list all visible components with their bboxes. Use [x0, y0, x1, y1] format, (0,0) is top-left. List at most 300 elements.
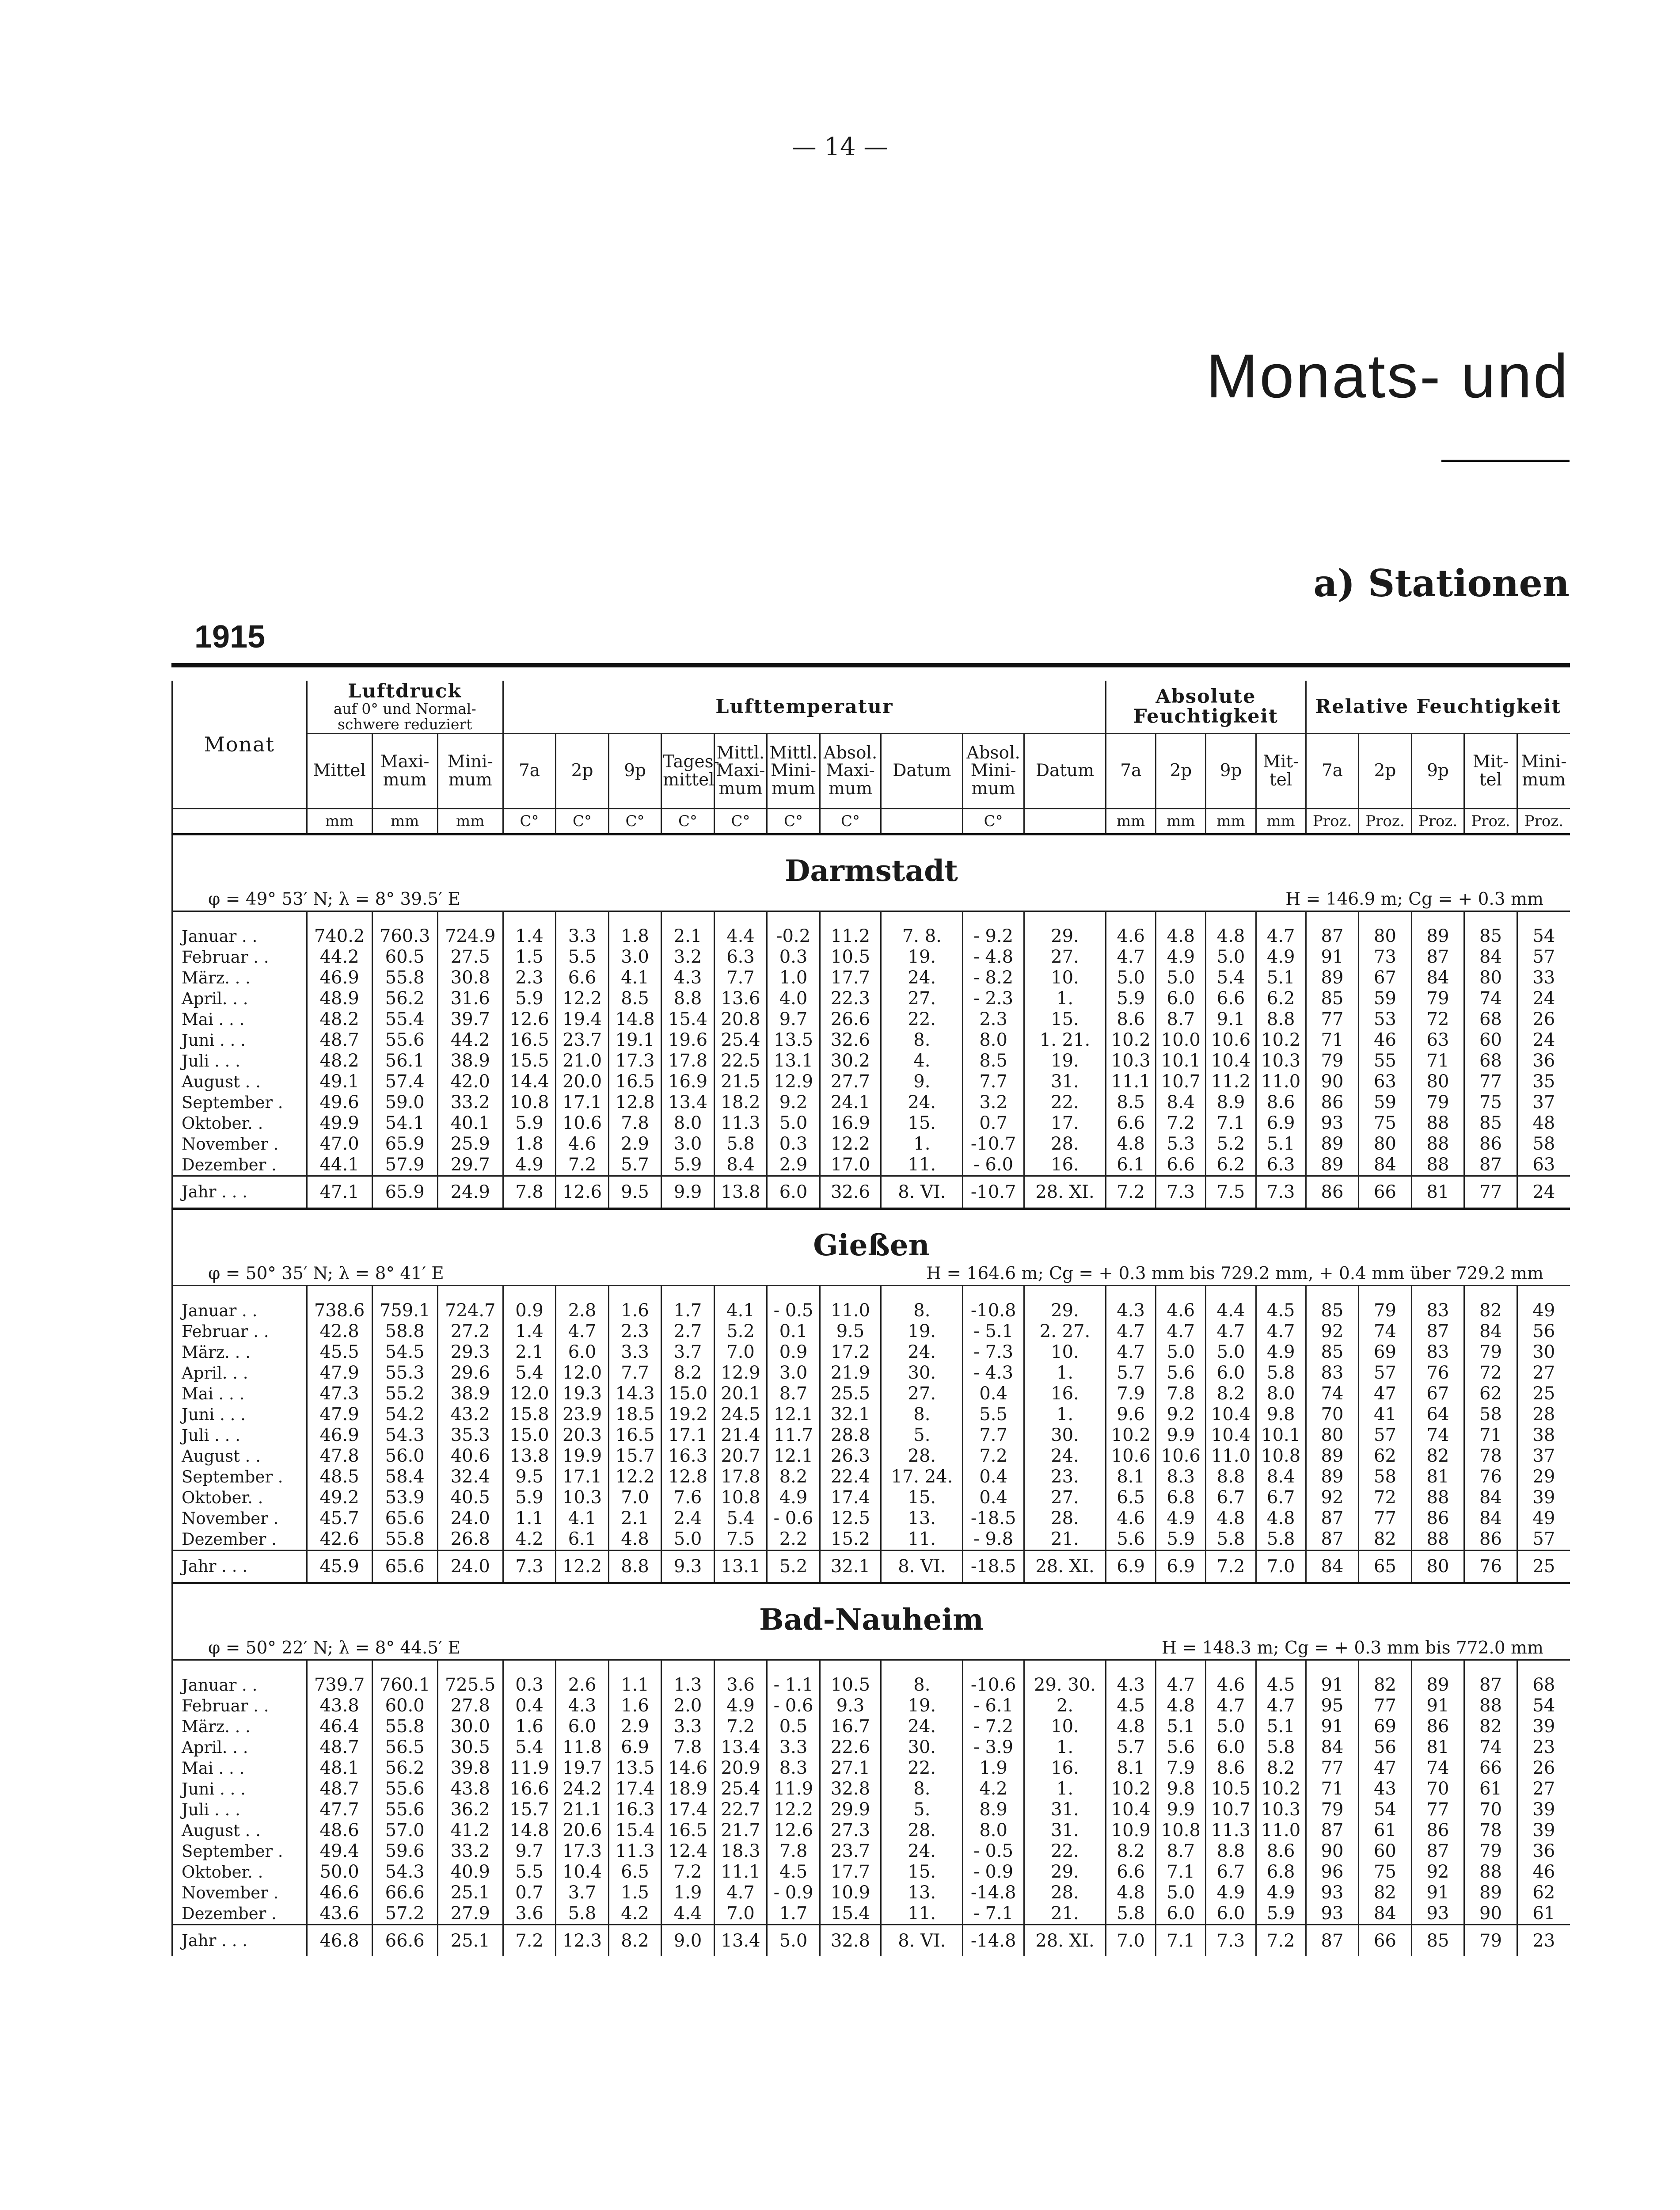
data-cell: 60.5	[372, 947, 437, 968]
year-data-cell: 86	[1306, 1176, 1359, 1209]
data-cell: 10.9	[1106, 1820, 1156, 1841]
data-cell: 5.9	[661, 1155, 715, 1176]
data-cell: 9.2	[767, 1092, 820, 1113]
data-cell: 18.3	[714, 1841, 767, 1862]
data-cell: 32.6	[820, 1030, 881, 1051]
data-cell: 13.4	[661, 1092, 715, 1113]
data-cell: 16.5	[608, 1071, 661, 1092]
data-cell: - 4.8	[963, 947, 1024, 968]
data-cell: 38.9	[437, 1383, 503, 1404]
data-cell: 40.6	[437, 1446, 503, 1467]
data-cell: 16.3	[661, 1446, 715, 1467]
data-cell: 10.0	[1156, 1030, 1206, 1051]
data-cell: 10.9	[820, 1882, 881, 1903]
year-data-cell: 85	[1411, 1925, 1464, 1957]
year-label-cell: Jahr . . .	[172, 1176, 307, 1209]
data-cell: 8.3	[1156, 1467, 1206, 1487]
station-name: Gießen	[813, 1228, 930, 1263]
data-cell: - 2.3	[963, 988, 1024, 1009]
data-cell: 4.7	[714, 1882, 767, 1903]
data-cell: 30	[1517, 1342, 1570, 1363]
data-cell: 2.0	[661, 1696, 715, 1716]
data-cell: 2.2	[767, 1529, 820, 1551]
data-cell: 1.7	[661, 1300, 715, 1321]
col-header: Mittl. Maxi-mum	[714, 734, 767, 809]
data-cell: 22.	[881, 1009, 963, 1030]
data-cell: 8.8	[1256, 1009, 1306, 1030]
station-name-row	[172, 853, 1570, 888]
gap-cell	[172, 1660, 307, 1675]
data-cell: 23.7	[820, 1841, 881, 1862]
data-cell: 2.1	[503, 1342, 556, 1363]
data-cell: 45.7	[307, 1508, 372, 1529]
data-cell: 57.9	[372, 1155, 437, 1176]
data-cell: 39	[1517, 1716, 1570, 1737]
data-cell: 16.5	[661, 1820, 715, 1841]
year-data-cell: 7.3	[1156, 1176, 1206, 1209]
data-cell: 9.	[881, 1071, 963, 1092]
data-cell: 20.8	[714, 1009, 767, 1030]
data-cell: 16.9	[661, 1071, 715, 1092]
data-cell: 25.4	[714, 1779, 767, 1799]
data-cell: 2.3	[608, 1321, 661, 1342]
data-cell: 58	[1517, 1134, 1570, 1155]
data-cell: 15.4	[661, 1009, 715, 1030]
data-cell: 24.1	[820, 1092, 881, 1113]
data-cell: 8.6	[1256, 1841, 1306, 1862]
data-cell: - 7.2	[963, 1716, 1024, 1737]
data-cell: 10.3	[556, 1487, 609, 1508]
data-cell: 79	[1464, 1342, 1517, 1363]
data-cell: 1.9	[661, 1882, 715, 1903]
data-cell: 19.	[881, 947, 963, 968]
data-cell: 6.6	[1106, 1862, 1156, 1882]
gap-cell	[1206, 1660, 1256, 1675]
data-cell: 9.2	[1156, 1404, 1206, 1425]
data-cell: 29.9	[820, 1799, 881, 1820]
data-cell: 7.1	[1206, 1113, 1256, 1134]
data-cell: 25	[1517, 1383, 1570, 1404]
data-cell: 55.2	[372, 1383, 437, 1404]
gap-cell	[661, 1286, 715, 1301]
data-cell: 5.1	[1156, 1716, 1206, 1737]
data-cell: 57	[1359, 1425, 1412, 1446]
data-cell: 88	[1411, 1487, 1464, 1508]
month-label: März. . .	[172, 968, 307, 988]
data-cell: 5.8	[556, 1903, 609, 1925]
data-cell: 75	[1359, 1862, 1412, 1882]
data-cell: 24.	[1024, 1446, 1106, 1467]
data-cell: 13.	[881, 1882, 963, 1903]
data-cell: 8.2	[1206, 1383, 1256, 1404]
data-cell: 37	[1517, 1092, 1570, 1113]
year-data-cell: 7.1	[1156, 1925, 1206, 1957]
data-cell: -10.7	[963, 1134, 1024, 1155]
data-cell: 5.0	[1206, 1342, 1256, 1363]
data-cell: 26	[1517, 1758, 1570, 1779]
data-cell: 81	[1411, 1737, 1464, 1758]
data-cell: 19.2	[661, 1404, 715, 1425]
table-row	[172, 1696, 1570, 1716]
data-cell: 0.3	[767, 1134, 820, 1155]
gap-cell	[881, 911, 963, 926]
unit-header: C°	[661, 809, 715, 834]
data-cell: 17.7	[820, 968, 881, 988]
data-cell: 93	[1306, 1882, 1359, 1903]
data-cell: 70	[1411, 1779, 1464, 1799]
gap-cell	[1411, 1660, 1464, 1675]
col-header: 2p	[556, 734, 609, 809]
station-separator	[172, 834, 1570, 854]
data-cell: 4.8	[1106, 1882, 1156, 1903]
unit-header: C°	[820, 809, 881, 834]
data-cell: 9.9	[1156, 1799, 1206, 1820]
data-cell: 30.2	[820, 1051, 881, 1071]
gap-cell	[172, 1286, 307, 1301]
data-cell: 54.3	[372, 1425, 437, 1446]
data-cell: 11.1	[714, 1862, 767, 1882]
data-cell: 13.5	[767, 1030, 820, 1051]
unit-header: C°	[503, 809, 556, 834]
data-cell: 74	[1464, 988, 1517, 1009]
data-cell: 10.7	[1206, 1799, 1256, 1820]
month-label: August . .	[172, 1071, 307, 1092]
data-cell: 87	[1464, 1155, 1517, 1176]
data-cell: 56	[1517, 1321, 1570, 1342]
data-cell: 1.	[1024, 1363, 1106, 1383]
data-cell: 29. 30.	[1024, 1675, 1106, 1696]
data-cell: 70	[1464, 1799, 1517, 1820]
col-header: Mit-tel	[1256, 734, 1306, 809]
table-row	[172, 1862, 1570, 1882]
data-cell: 91	[1306, 947, 1359, 968]
data-cell: 12.1	[767, 1446, 820, 1467]
data-cell: 79	[1411, 1092, 1464, 1113]
table-row	[172, 1716, 1570, 1737]
data-cell: 4.4	[1206, 1300, 1256, 1321]
station-separator	[172, 1209, 1570, 1228]
data-cell: 3.7	[556, 1882, 609, 1903]
data-cell: 8.	[881, 1030, 963, 1051]
header-abs-feucht: Absolute Feuchtigkeit	[1106, 681, 1306, 734]
data-cell: 10.1	[1256, 1425, 1306, 1446]
data-cell: 2.9	[608, 1716, 661, 1737]
data-cell: 17.4	[820, 1487, 881, 1508]
data-cell: 44.2	[437, 1030, 503, 1051]
data-cell: 6.7	[1206, 1487, 1256, 1508]
gap-cell	[1464, 1660, 1517, 1675]
gap-cell	[437, 911, 503, 926]
data-cell: 17.0	[820, 1155, 881, 1176]
data-cell: 47	[1359, 1383, 1412, 1404]
data-cell: 3.3	[608, 1342, 661, 1363]
data-cell: 84	[1464, 1508, 1517, 1529]
data-cell: 41	[1359, 1404, 1412, 1425]
data-cell: 95	[1306, 1696, 1359, 1716]
year-data-cell: 84	[1306, 1551, 1359, 1583]
year-data-cell: 5.0	[767, 1925, 820, 1957]
data-cell: 7.0	[714, 1903, 767, 1925]
data-cell: 28.	[1024, 1882, 1106, 1903]
data-cell: 1.5	[608, 1882, 661, 1903]
data-cell: 4.9	[767, 1487, 820, 1508]
data-cell: 10.5	[820, 947, 881, 968]
page-number: — 14 —	[791, 133, 889, 161]
data-cell: 54	[1517, 1696, 1570, 1716]
col-header: 2p	[1359, 734, 1412, 809]
data-cell: 20.9	[714, 1758, 767, 1779]
data-cell: - 4.3	[963, 1363, 1024, 1383]
data-cell: 7.8	[767, 1841, 820, 1862]
data-cell: 48	[1517, 1113, 1570, 1134]
year-data-cell: 25.1	[437, 1925, 503, 1957]
col-header: Mini-mum	[437, 734, 503, 809]
data-cell: 29.	[1024, 1862, 1106, 1882]
data-cell: 29.6	[437, 1363, 503, 1383]
data-cell: 59.6	[372, 1841, 437, 1862]
data-cell: 76	[1464, 1467, 1517, 1487]
data-cell: 47.9	[307, 1404, 372, 1425]
data-cell: 82	[1464, 1716, 1517, 1737]
station-name-cell	[172, 1227, 1570, 1263]
year-data-cell: 47.1	[307, 1176, 372, 1209]
data-cell: 58.8	[372, 1321, 437, 1342]
data-cell: 1.4	[503, 926, 556, 947]
gap-cell	[1517, 1660, 1570, 1675]
data-cell: 55.8	[372, 968, 437, 988]
data-cell: 84	[1359, 1155, 1412, 1176]
data-cell: 6.8	[1256, 1862, 1306, 1882]
data-cell: 69	[1359, 1342, 1412, 1363]
data-cell: 4.7	[1156, 1321, 1206, 1342]
col-header: 7a	[1306, 734, 1359, 809]
data-cell: 6.6	[556, 968, 609, 988]
data-cell: 6.9	[608, 1737, 661, 1758]
unit-header: Proz.	[1517, 809, 1570, 834]
gap-cell	[503, 1286, 556, 1301]
data-cell: 11.3	[1206, 1820, 1256, 1841]
data-cell: 22.4	[820, 1467, 881, 1487]
station-height: H = 146.9 m; Cg = + 0.3 mm	[1285, 889, 1543, 910]
gap-cell	[372, 911, 437, 926]
data-cell: 7.9	[1156, 1758, 1206, 1779]
gap-cell	[1206, 911, 1256, 926]
data-cell: 64	[1411, 1404, 1464, 1425]
data-cell: 10.6	[1206, 1030, 1256, 1051]
data-cell: 18.5	[608, 1404, 661, 1425]
gap-cell	[1517, 1286, 1570, 1301]
data-cell: 5.6	[1156, 1363, 1206, 1383]
table-row	[172, 1779, 1570, 1799]
separator-cell	[172, 834, 1570, 854]
gap-cell	[372, 1286, 437, 1301]
data-cell: 89	[1411, 1675, 1464, 1696]
data-cell: 5.9	[1256, 1903, 1306, 1925]
table-row	[172, 1113, 1570, 1134]
month-label: November .	[172, 1134, 307, 1155]
data-cell: 7.7	[963, 1425, 1024, 1446]
data-cell: 35.3	[437, 1425, 503, 1446]
data-cell: 22.	[1024, 1092, 1106, 1113]
data-cell: 5.	[881, 1425, 963, 1446]
year-row	[172, 1925, 1570, 1957]
data-cell: 17.3	[556, 1841, 609, 1862]
station-coord-row	[172, 888, 1570, 911]
data-cell: 54.3	[372, 1862, 437, 1882]
data-cell: 86	[1411, 1716, 1464, 1737]
data-cell: 0.7	[963, 1113, 1024, 1134]
data-cell: 10.4	[1206, 1425, 1256, 1446]
data-cell: 5.	[881, 1799, 963, 1820]
data-cell: 1.8	[608, 926, 661, 947]
year-data-cell: 24.9	[437, 1176, 503, 1209]
unit-header: C°	[556, 809, 609, 834]
data-cell: 16.9	[820, 1113, 881, 1134]
data-cell: 68	[1464, 1009, 1517, 1030]
gap-cell	[1106, 1660, 1156, 1675]
data-cell: 15.	[1024, 1009, 1106, 1030]
data-cell: 6.0	[556, 1716, 609, 1737]
data-cell: 10.3	[1256, 1051, 1306, 1071]
data-cell: - 0.5	[767, 1300, 820, 1321]
year-data-cell: 28. XI.	[1024, 1176, 1106, 1209]
data-cell: 63	[1359, 1071, 1412, 1092]
data-cell: 3.2	[963, 1092, 1024, 1113]
data-cell: 90	[1306, 1841, 1359, 1862]
data-cell: 19.	[1024, 1051, 1106, 1071]
data-cell: 22.5	[714, 1051, 767, 1071]
gap-cell	[1256, 911, 1306, 926]
table-row	[172, 1508, 1570, 1529]
data-cell: 49	[1517, 1300, 1570, 1321]
month-label: Juni . . .	[172, 1404, 307, 1425]
data-cell: 40.5	[437, 1487, 503, 1508]
data-cell: 15.8	[503, 1404, 556, 1425]
data-cell: 67	[1359, 968, 1412, 988]
gap-row	[172, 1660, 1570, 1675]
data-cell: 36	[1517, 1841, 1570, 1862]
data-cell: 17.8	[661, 1051, 715, 1071]
data-cell: 74	[1411, 1758, 1464, 1779]
data-cell: 44.1	[307, 1155, 372, 1176]
data-cell: 22.7	[714, 1799, 767, 1820]
data-cell: 43.8	[437, 1779, 503, 1799]
gap-cell	[1156, 911, 1206, 926]
data-cell: 68	[1464, 1051, 1517, 1071]
year-data-cell: 76	[1464, 1551, 1517, 1583]
data-cell: 5.0	[1106, 968, 1156, 988]
data-cell: 5.5	[963, 1404, 1024, 1425]
data-cell: 1.8	[503, 1134, 556, 1155]
data-cell: 57.0	[372, 1820, 437, 1841]
data-cell: 55.8	[372, 1716, 437, 1737]
data-cell: 12.9	[714, 1363, 767, 1383]
data-cell: 67	[1411, 1383, 1464, 1404]
year-data-cell: 25	[1517, 1551, 1570, 1583]
data-cell: 6.6	[1156, 1155, 1206, 1176]
data-cell: 30.	[881, 1737, 963, 1758]
data-cell: 9.3	[820, 1696, 881, 1716]
data-cell: 91	[1411, 1882, 1464, 1903]
data-cell: 24	[1517, 988, 1570, 1009]
data-cell: 4.6	[556, 1134, 609, 1155]
station-height: H = 148.3 m; Cg = + 0.3 mm bis 772.0 mm	[1161, 1638, 1543, 1658]
data-cell: 6.8	[1156, 1487, 1206, 1508]
data-cell: 55.6	[372, 1799, 437, 1820]
data-cell: 26.8	[437, 1529, 503, 1551]
table-row	[172, 1009, 1570, 1030]
data-cell: 62	[1359, 1446, 1412, 1467]
data-cell: 39.7	[437, 1009, 503, 1030]
data-cell: 9.5	[503, 1467, 556, 1487]
data-cell: 1.1	[503, 1508, 556, 1529]
data-cell: 4.4	[661, 1903, 715, 1925]
data-cell: 22.	[1024, 1841, 1106, 1862]
data-cell: 77	[1359, 1696, 1412, 1716]
data-cell: 0.4	[503, 1696, 556, 1716]
col-header: Absol. Maxi-mum	[820, 734, 881, 809]
data-cell: 7.2	[556, 1155, 609, 1176]
data-cell: 46	[1517, 1862, 1570, 1882]
station-height: H = 164.6 m; Cg = + 0.3 mm bis 729.2 mm, + 0.4 mm über 729.2 mm	[926, 1264, 1543, 1284]
data-cell: 54.1	[372, 1113, 437, 1134]
data-cell: 92	[1306, 1487, 1359, 1508]
table-row	[172, 1300, 1570, 1321]
data-cell: 85	[1306, 1342, 1359, 1363]
station-separator	[172, 1583, 1570, 1602]
data-cell: 27.3	[820, 1820, 881, 1841]
month-label: April. . .	[172, 1363, 307, 1383]
data-cell: 8.	[881, 1404, 963, 1425]
month-label: Juli . . .	[172, 1051, 307, 1071]
col-header: 7a	[1106, 734, 1156, 809]
year-data-cell: 77	[1464, 1176, 1517, 1209]
data-cell: 1.6	[503, 1716, 556, 1737]
data-cell: 5.7	[1106, 1737, 1156, 1758]
data-cell: 83	[1306, 1363, 1359, 1383]
data-cell: 3.0	[608, 947, 661, 968]
data-cell: 27.2	[437, 1321, 503, 1342]
data-cell: 48.7	[307, 1030, 372, 1051]
data-cell: 30.0	[437, 1716, 503, 1737]
data-cell: 22.	[881, 1758, 963, 1779]
data-cell: 36	[1517, 1051, 1570, 1071]
month-label: Mai . . .	[172, 1009, 307, 1030]
data-cell: - 9.2	[963, 926, 1024, 947]
data-cell: 63	[1411, 1030, 1464, 1051]
month-label: August . .	[172, 1446, 307, 1467]
gap-cell	[1517, 911, 1570, 926]
data-cell: 46.9	[307, 1425, 372, 1446]
data-cell: 83	[1411, 1300, 1464, 1321]
data-cell: 48.2	[307, 1051, 372, 1071]
data-cell: 4.9	[503, 1155, 556, 1176]
data-cell: 74	[1464, 1737, 1517, 1758]
data-cell: 93	[1411, 1903, 1464, 1925]
data-cell: 33.2	[437, 1841, 503, 1862]
data-cell: 85	[1464, 926, 1517, 947]
data-cell: 31.	[1024, 1799, 1106, 1820]
col-header: 9p	[1411, 734, 1464, 809]
month-label: November .	[172, 1508, 307, 1529]
data-cell: 28.	[1024, 1508, 1106, 1529]
data-cell: 0.9	[503, 1300, 556, 1321]
data-cell: - 1.1	[767, 1675, 820, 1696]
table-row	[172, 926, 1570, 947]
data-cell: 9.7	[503, 1841, 556, 1862]
data-cell: 71	[1306, 1779, 1359, 1799]
data-cell: 5.0	[661, 1529, 715, 1551]
